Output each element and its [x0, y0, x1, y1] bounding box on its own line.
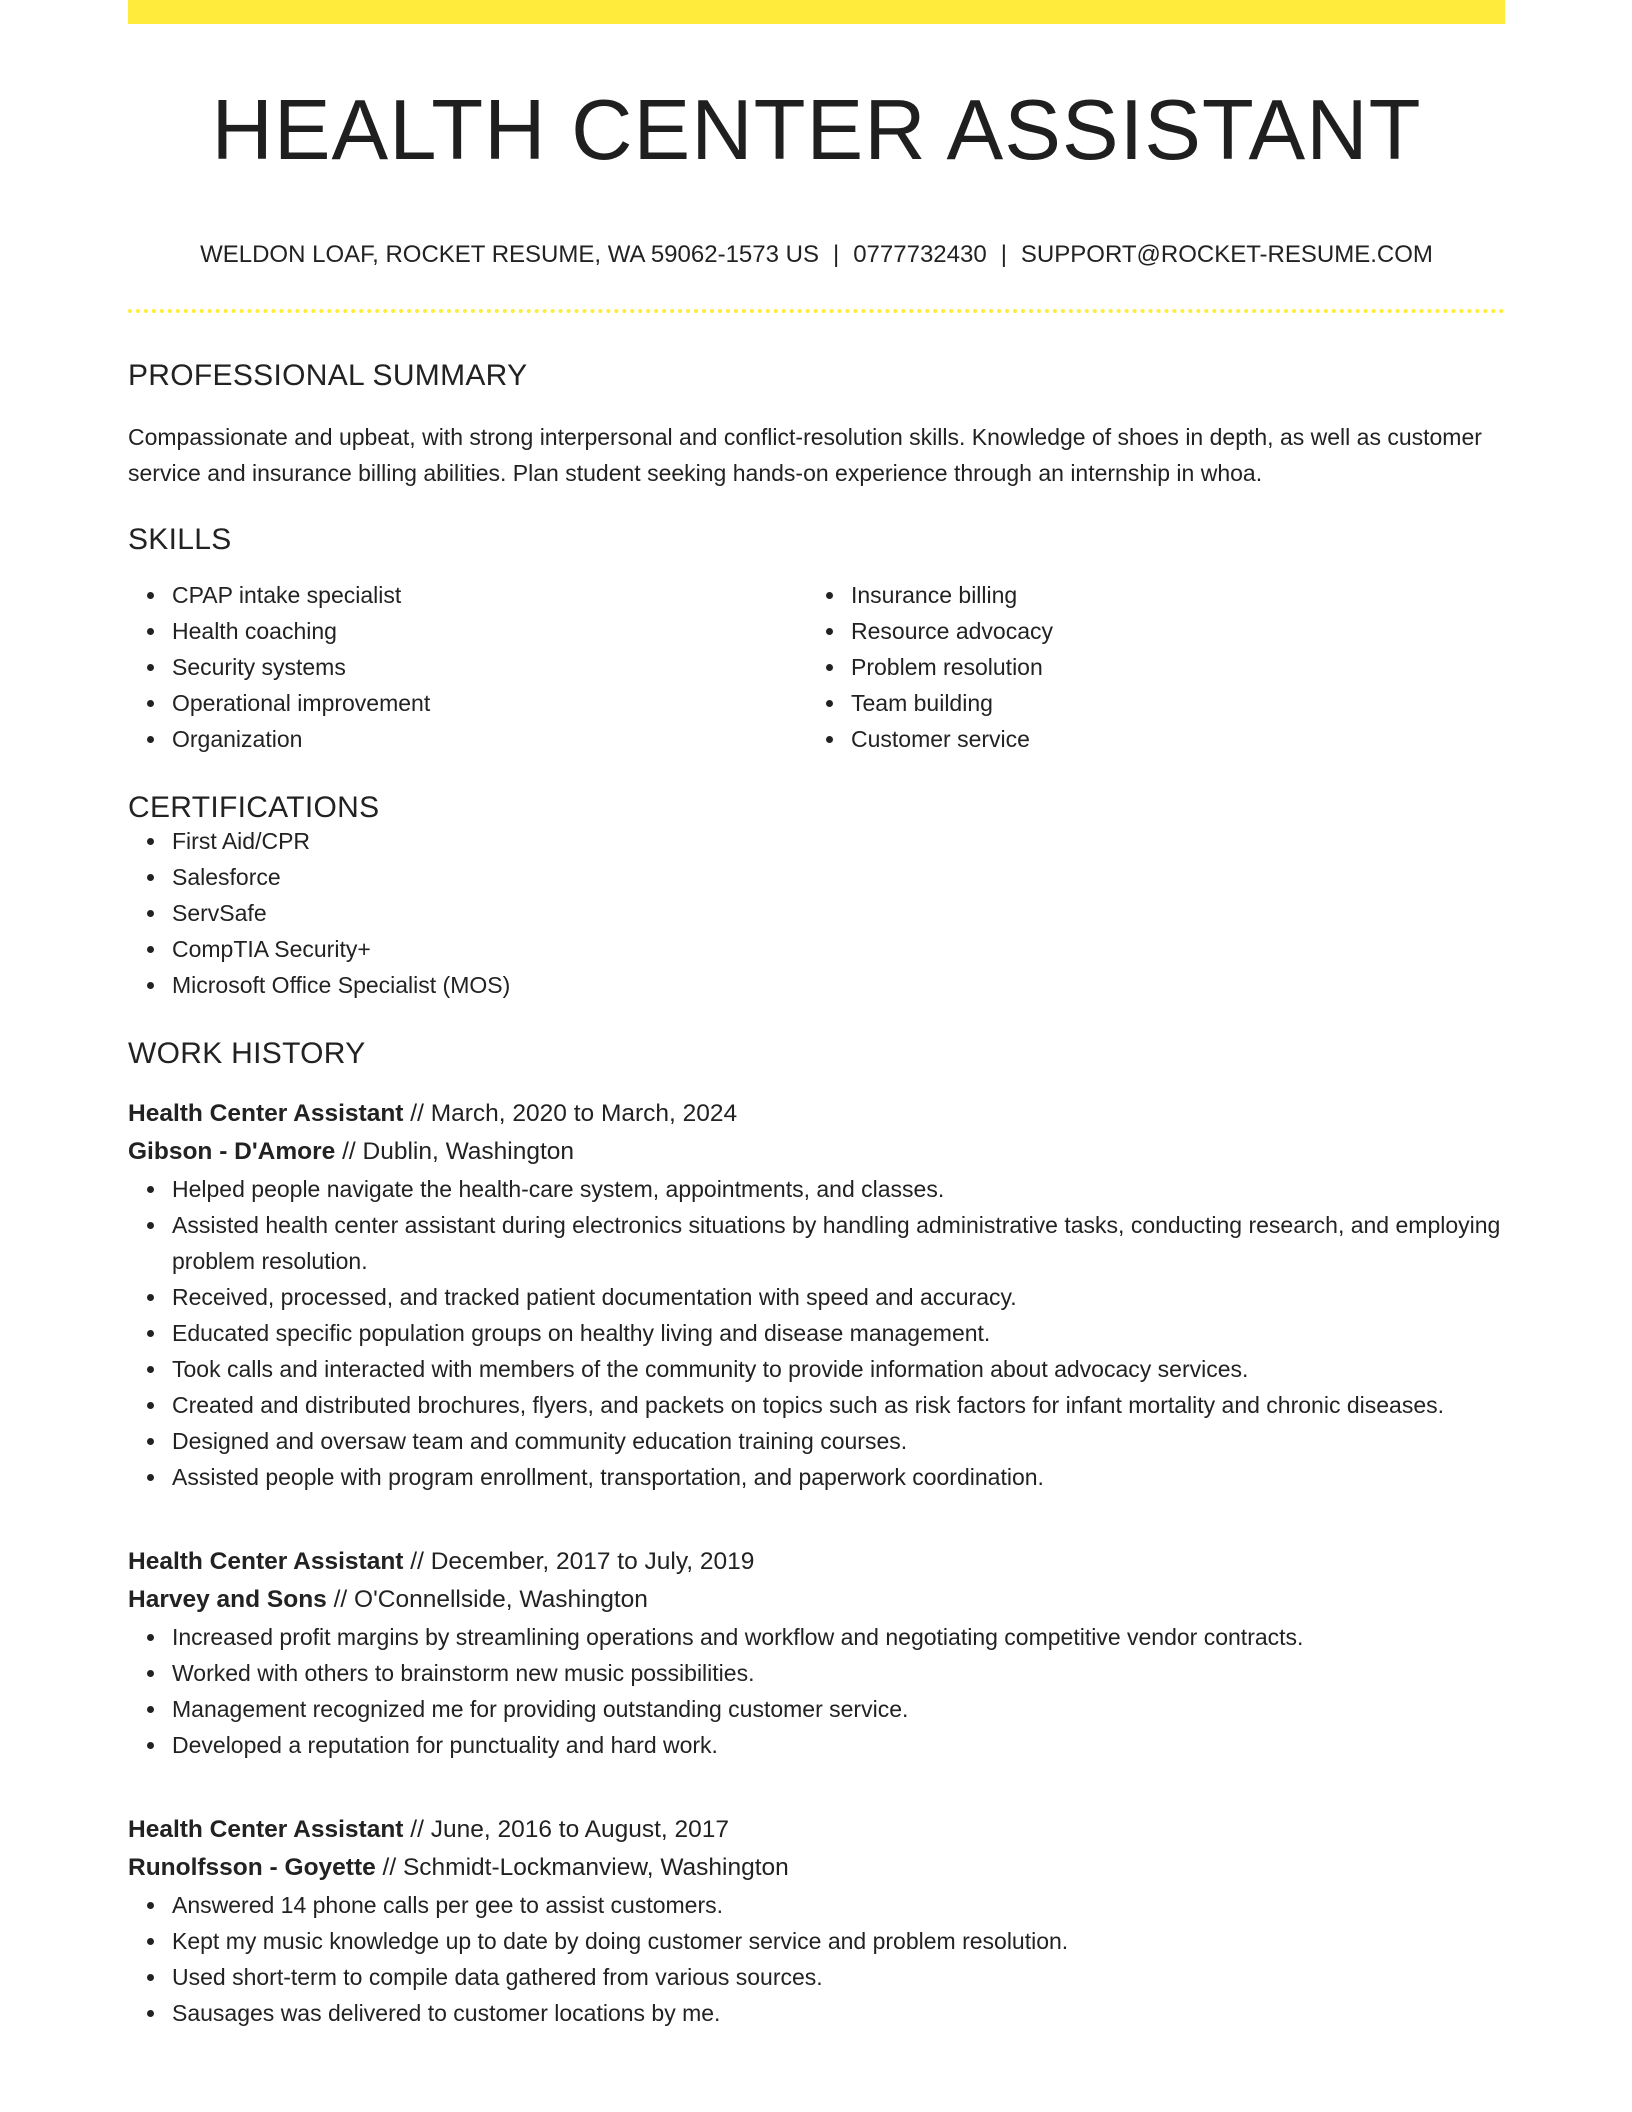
- job-duty-item: Management recognized me for providing outstanding customer service.: [172, 1691, 1505, 1727]
- job-title-line: [128, 1543, 1505, 1581]
- job-location: Dublin, Washington: [362, 1138, 575, 1165]
- summary-text: Compassionate and upbeat, with strong interpersonal and conflict-resolution skills. Knowledge of shoes in depth, as well as customer service and insurance billing abilities. Plan student seeking hands-on experience through an internship in whoa.: [128, 424, 1482, 486]
- contact-line: [128, 243, 1505, 267]
- job-duties-list: [128, 1619, 1505, 1763]
- resume-title: HEALTH CENTER ASSISTANT: [211, 83, 1422, 178]
- job-role: Health Center Assistant: [128, 1816, 404, 1843]
- resume-page: [128, 0, 1505, 2031]
- skills-section: [128, 525, 1505, 757]
- skill-item: Organization: [172, 721, 807, 757]
- job-duty-item: Assisted health center assistant during electronics situations by handling administrative tasks, conducting research, and employing problem resolution.: [172, 1207, 1505, 1279]
- work-history-section: [128, 1039, 1505, 2031]
- job-divider: //: [335, 1138, 363, 1165]
- skill-item: Operational improvement: [172, 685, 807, 721]
- certifications-list: [128, 823, 1505, 1003]
- job-divider: //: [326, 1586, 355, 1613]
- skill-item: Customer service: [851, 721, 1486, 757]
- job-company: Harvey and Sons: [128, 1586, 327, 1613]
- accent-top-bar: [128, 0, 1505, 24]
- job-duty-item: Received, processed, and tracked patient documentation with speed and accuracy.: [172, 1279, 1505, 1315]
- skills-heading: SKILLS: [128, 523, 232, 556]
- job-company: Runolfsson - Goyette: [128, 1854, 376, 1881]
- certification-item: Salesforce: [172, 859, 1505, 895]
- skill-item: CPAP intake specialist: [172, 577, 807, 613]
- job-company-line: [128, 1133, 1505, 1171]
- job-dates: June, 2016 to August, 2017: [430, 1816, 730, 1843]
- job-location: Schmidt-Lockmanview, Washington: [402, 1854, 789, 1881]
- contact-email: SUPPORT@ROCKET-RESUME.COM: [1020, 241, 1433, 268]
- job-duty-item: Kept my music knowledge up to date by doing customer service and problem resolution.: [172, 1923, 1505, 1959]
- skill-item: Security systems: [172, 649, 807, 685]
- job-entry: [128, 1543, 1505, 1763]
- job-duty-item: Worked with others to brainstorm new music possibilities.: [172, 1655, 1505, 1691]
- job-divider: //: [375, 1854, 403, 1881]
- job-title-line: [128, 1811, 1505, 1849]
- job-role: Health Center Assistant: [128, 1548, 404, 1575]
- job-divider: //: [403, 1816, 431, 1843]
- contact-separator: |: [832, 241, 840, 268]
- job-dates: December, 2017 to July, 2019: [430, 1548, 755, 1575]
- job-divider: //: [403, 1548, 431, 1575]
- job-duty-item: Increased profit margins by streamlining operations and workflow and negotiating competitive vendor contracts.: [172, 1619, 1505, 1655]
- job-company: Gibson - D'Amore: [128, 1138, 336, 1165]
- job-company-line: [128, 1849, 1505, 1887]
- job-title-line: [128, 1095, 1505, 1133]
- skills-list-right: [807, 577, 1486, 757]
- job-duties-list: [128, 1887, 1505, 2031]
- job-entry: [128, 1095, 1505, 1495]
- skill-item: Health coaching: [172, 613, 807, 649]
- job-duty-item: Sausages was delivered to customer locations by me.: [172, 1995, 1505, 2031]
- contact-separator: |: [1000, 241, 1007, 268]
- certification-item: Microsoft Office Specialist (MOS): [172, 967, 1505, 1003]
- job-duty-item: Developed a reputation for punctuality and hard work.: [172, 1727, 1505, 1763]
- job-role: Health Center Assistant: [128, 1100, 404, 1127]
- skills-grid: [128, 577, 1505, 757]
- job-dates: March, 2020 to March, 2024: [430, 1100, 738, 1127]
- contact-phone: 0777732430: [853, 241, 987, 268]
- certifications-heading: CERTIFICATIONS: [128, 791, 380, 824]
- certification-item: CompTIA Security+: [172, 931, 1505, 967]
- skills-list-left: [128, 577, 807, 757]
- job-company-line: [128, 1581, 1505, 1619]
- skills-column-left: [128, 577, 807, 757]
- skills-column-right: [807, 577, 1486, 757]
- certification-item: ServSafe: [172, 895, 1505, 931]
- summary-heading: PROFESSIONAL SUMMARY: [128, 359, 528, 392]
- skill-item: Insurance billing: [851, 577, 1486, 613]
- job-duty-item: Created and distributed brochures, flyers, and packets on topics such as risk factors for infant mortality and chronic diseases.: [172, 1387, 1505, 1423]
- skill-item: Team building: [851, 685, 1486, 721]
- job-duties-list: [128, 1171, 1505, 1495]
- job-duty-item: Took calls and interacted with members of the community to provide information about advocacy services.: [172, 1351, 1505, 1387]
- certifications-section: [128, 793, 1505, 1003]
- skill-item: Problem resolution: [851, 649, 1486, 685]
- summary-section: [128, 361, 1505, 491]
- job-divider: //: [403, 1100, 431, 1127]
- job-duty-item: Assisted people with program enrollment, transportation, and paperwork coordination.: [172, 1459, 1505, 1495]
- dotted-divider: [128, 309, 1505, 313]
- certification-item: First Aid/CPR: [172, 823, 1505, 859]
- contact-address: WELDON LOAF, ROCKET RESUME, WA 59062-1573 US: [200, 241, 819, 268]
- job-duty-item: Educated specific population groups on healthy living and disease management.: [172, 1315, 1505, 1351]
- job-location: O'Connellside, Washington: [354, 1586, 648, 1613]
- skill-item: Resource advocacy: [851, 613, 1486, 649]
- work-history-heading: WORK HISTORY: [128, 1037, 366, 1070]
- job-duty-item: Used short-term to compile data gathered from various sources.: [172, 1959, 1505, 1995]
- job-duty-item: Answered 14 phone calls per gee to assist customers.: [172, 1887, 1505, 1923]
- job-duty-item: Helped people navigate the health-care system, appointments, and classes.: [172, 1171, 1505, 1207]
- job-duty-item: Designed and oversaw team and community education training courses.: [172, 1423, 1505, 1459]
- job-entry: [128, 1811, 1505, 2031]
